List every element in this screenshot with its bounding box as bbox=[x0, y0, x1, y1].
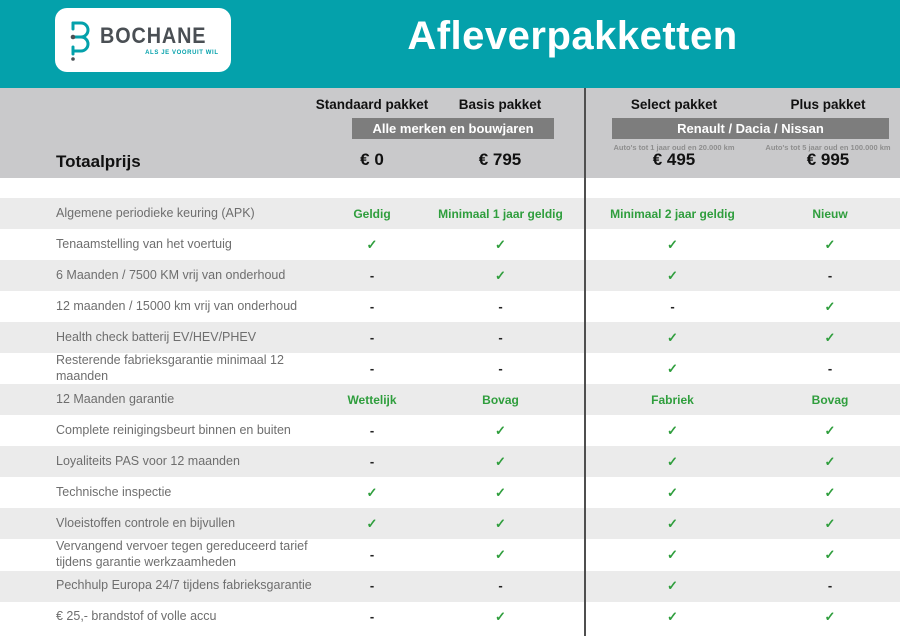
group-badge-all-brands: Alle merken en bouwjaren bbox=[352, 118, 554, 139]
row-value-standaard bbox=[328, 577, 416, 595]
row-value-basis bbox=[416, 360, 585, 378]
check-icon: ✓ bbox=[366, 236, 378, 252]
row-value-basis bbox=[416, 608, 585, 626]
check-icon: ✓ bbox=[495, 422, 506, 438]
check-icon: ✓ bbox=[495, 515, 506, 531]
row-value-plus bbox=[760, 236, 900, 254]
check-icon: ✓ bbox=[495, 484, 506, 500]
row-value-select bbox=[585, 515, 760, 533]
check-icon: ✓ bbox=[667, 329, 678, 345]
dash-icon: - bbox=[498, 329, 503, 345]
column-header-basis: Basis pakket bbox=[458, 97, 542, 112]
dash-icon: - bbox=[827, 360, 833, 376]
dash-icon: - bbox=[369, 546, 375, 562]
row-value-standaard bbox=[328, 205, 416, 223]
table-row bbox=[0, 291, 900, 322]
row-value-text: Bovag bbox=[482, 392, 519, 407]
row-label: Algemene periodieke keuring (APK) bbox=[56, 205, 255, 220]
row-value-select bbox=[585, 329, 760, 347]
row-value-plus bbox=[760, 546, 900, 564]
check-icon: ✓ bbox=[495, 609, 506, 624]
check-icon: ✓ bbox=[667, 546, 678, 562]
check-icon: ✓ bbox=[667, 453, 678, 469]
table-row bbox=[0, 602, 900, 633]
row-value-plus bbox=[760, 484, 900, 502]
row-value-standaard bbox=[328, 422, 416, 440]
row-value-basis bbox=[416, 267, 585, 285]
check-icon: ✓ bbox=[824, 329, 836, 345]
row-value-plus bbox=[760, 267, 900, 285]
check-icon: ✓ bbox=[667, 422, 678, 438]
row-label: Resterende fabrieksgarantie minimaal 12 maanden bbox=[56, 353, 284, 383]
table-row bbox=[0, 353, 900, 384]
dash-icon: - bbox=[827, 267, 833, 283]
table-row bbox=[0, 446, 900, 477]
check-icon: ✓ bbox=[667, 515, 678, 531]
row-value-plus bbox=[760, 515, 900, 533]
row-value-plus bbox=[760, 391, 900, 409]
row-value-select bbox=[585, 608, 760, 626]
row-label: Health check batterij EV/HEV/PHEV bbox=[56, 329, 257, 344]
row-value-plus bbox=[760, 453, 900, 471]
row-value-basis bbox=[416, 546, 585, 564]
check-icon: ✓ bbox=[667, 360, 678, 376]
row-value-standaard bbox=[328, 608, 416, 626]
row-value-standaard bbox=[328, 360, 416, 378]
row-value-select bbox=[585, 391, 760, 409]
check-icon: ✓ bbox=[824, 422, 836, 438]
dash-icon: - bbox=[369, 298, 375, 314]
column-header-plus: Plus pakket bbox=[790, 97, 866, 112]
check-icon: ✓ bbox=[495, 546, 506, 562]
row-value-select bbox=[585, 205, 760, 223]
table-row bbox=[0, 539, 900, 570]
check-icon: ✓ bbox=[824, 484, 836, 500]
bochane-logo-icon bbox=[67, 19, 93, 61]
row-value-plus bbox=[760, 422, 900, 440]
dash-icon: - bbox=[498, 298, 503, 314]
dash-icon: - bbox=[369, 360, 375, 376]
row-value-plus bbox=[760, 608, 900, 626]
column-group-divider bbox=[584, 88, 586, 636]
row-value-select bbox=[585, 546, 760, 564]
row-value-basis bbox=[416, 391, 585, 409]
row-label: Tenaamstelling van het voertuig bbox=[56, 236, 232, 251]
row-value-standaard bbox=[328, 391, 416, 409]
row-value-basis bbox=[416, 515, 585, 533]
check-icon: ✓ bbox=[824, 453, 836, 469]
row-label: Complete reinigingsbeurt binnen en buiten bbox=[56, 422, 291, 437]
dash-icon: - bbox=[369, 422, 375, 438]
table-row bbox=[0, 322, 900, 353]
dash-icon: - bbox=[498, 360, 503, 376]
row-value-standaard bbox=[328, 236, 416, 254]
row-value-text: Minimaal 1 jaar geldig bbox=[438, 206, 563, 221]
row-value-plus bbox=[760, 360, 900, 378]
row-value-basis bbox=[416, 329, 585, 347]
row-label: Pechhulp Europa 24/7 tijdens fabrieksgarantie bbox=[56, 578, 312, 593]
row-value-select bbox=[585, 422, 760, 440]
row-label: Loyaliteits PAS voor 12 maanden bbox=[56, 453, 240, 468]
row-value-basis bbox=[416, 453, 585, 471]
row-value-basis bbox=[416, 484, 585, 502]
row-value-standaard bbox=[328, 267, 416, 285]
price-plus: € 995 bbox=[806, 150, 850, 169]
price-basis: € 795 bbox=[478, 150, 522, 169]
column-header-select: Select pakket bbox=[630, 97, 718, 112]
dash-icon: - bbox=[498, 578, 503, 593]
row-label: Technische inspectie bbox=[56, 484, 172, 499]
row-value-standaard bbox=[328, 298, 416, 316]
row-label: € 25,- brandstof of volle accu bbox=[56, 609, 217, 624]
page-header bbox=[0, 0, 900, 88]
check-icon: ✓ bbox=[366, 515, 378, 531]
row-label: Vervangend vervoer tegen gereduceerd tarief tijdens garantie werkzaamheden bbox=[56, 539, 308, 569]
table-row bbox=[0, 415, 900, 446]
row-value-select bbox=[585, 484, 760, 502]
check-icon: ✓ bbox=[667, 236, 678, 252]
pricing-band bbox=[0, 88, 900, 178]
row-value-select bbox=[585, 267, 760, 285]
table-row bbox=[0, 477, 900, 508]
row-label: 12 maanden / 15000 km vrij van onderhoud bbox=[56, 298, 298, 313]
column-header-standaard: Standaard pakket bbox=[315, 97, 429, 112]
check-icon: ✓ bbox=[824, 515, 836, 531]
table-row bbox=[0, 229, 900, 260]
price-select: € 495 bbox=[652, 150, 696, 169]
dash-icon: - bbox=[369, 453, 375, 469]
table-row bbox=[0, 571, 900, 602]
dash-icon: - bbox=[369, 267, 375, 283]
row-label: 6 Maanden / 7500 KM vrij van onderhoud bbox=[56, 267, 286, 282]
check-icon: ✓ bbox=[824, 609, 836, 624]
table-row bbox=[0, 384, 900, 415]
table-row bbox=[0, 508, 900, 539]
column-subtitle-plus: Auto's tot 5 jaar oud en 100.000 km bbox=[765, 143, 891, 152]
dash-icon: - bbox=[670, 298, 675, 314]
row-value-text: Minimaal 2 jaar geldig bbox=[610, 206, 735, 221]
row-value-plus bbox=[760, 577, 900, 595]
check-icon: ✓ bbox=[667, 578, 678, 593]
logo-tagline: ALS JE VOORUIT WIL bbox=[145, 49, 219, 56]
check-icon: ✓ bbox=[495, 267, 506, 283]
logo-text-block bbox=[100, 22, 219, 56]
row-value-standaard bbox=[328, 484, 416, 502]
row-value-select bbox=[585, 360, 760, 378]
dash-icon: - bbox=[369, 609, 375, 624]
group-badge-renault-dacia-nissan: Renault / Dacia / Nissan bbox=[612, 118, 889, 139]
row-value-select bbox=[585, 577, 760, 595]
row-value-text: Nieuw bbox=[812, 206, 848, 221]
dash-icon: - bbox=[827, 578, 833, 593]
check-icon: ✓ bbox=[495, 453, 506, 469]
logo-wordmark: BOCHANE bbox=[100, 22, 207, 48]
row-value-standaard bbox=[328, 453, 416, 471]
column-subtitle-select: Auto's tot 1 jaar oud en 20.000 km bbox=[613, 143, 735, 152]
row-value-basis bbox=[416, 205, 585, 223]
row-value-select bbox=[585, 236, 760, 254]
row-value-select bbox=[585, 453, 760, 471]
check-icon: ✓ bbox=[366, 484, 378, 500]
check-icon: ✓ bbox=[667, 484, 678, 500]
row-value-text: Geldig bbox=[353, 206, 391, 221]
row-value-standaard bbox=[328, 515, 416, 533]
row-value-text: Fabriek bbox=[651, 392, 694, 407]
table-row bbox=[0, 198, 900, 229]
row-value-plus bbox=[760, 329, 900, 347]
row-value-plus bbox=[760, 205, 900, 223]
row-value-standaard bbox=[328, 329, 416, 347]
row-value-text: Wettelijk bbox=[347, 392, 397, 407]
bochane-logo-card bbox=[55, 8, 231, 72]
row-value-text: Bovag bbox=[811, 392, 849, 407]
dash-icon: - bbox=[369, 578, 375, 593]
row-value-standaard bbox=[328, 546, 416, 564]
check-icon: ✓ bbox=[667, 267, 678, 283]
row-value-basis bbox=[416, 577, 585, 595]
price-standaard: € 0 bbox=[360, 150, 384, 169]
check-icon: ✓ bbox=[824, 298, 836, 314]
row-label: Vloeistoffen controle en bijvullen bbox=[56, 515, 236, 530]
row-value-plus bbox=[760, 298, 900, 316]
check-icon: ✓ bbox=[824, 236, 836, 252]
page-title: Afleverpakketten bbox=[407, 14, 738, 58]
dash-icon: - bbox=[369, 329, 375, 345]
row-value-basis bbox=[416, 298, 585, 316]
row-label: 12 Maanden garantie bbox=[56, 391, 175, 406]
comparison-table bbox=[0, 198, 900, 633]
check-icon: ✓ bbox=[824, 546, 836, 562]
totaalprijs-label: Totaalprijs bbox=[56, 152, 141, 171]
row-value-select bbox=[585, 298, 760, 316]
row-value-basis bbox=[416, 236, 585, 254]
table-row bbox=[0, 260, 900, 291]
check-icon: ✓ bbox=[667, 609, 678, 624]
row-value-basis bbox=[416, 422, 585, 440]
check-icon: ✓ bbox=[495, 236, 506, 252]
